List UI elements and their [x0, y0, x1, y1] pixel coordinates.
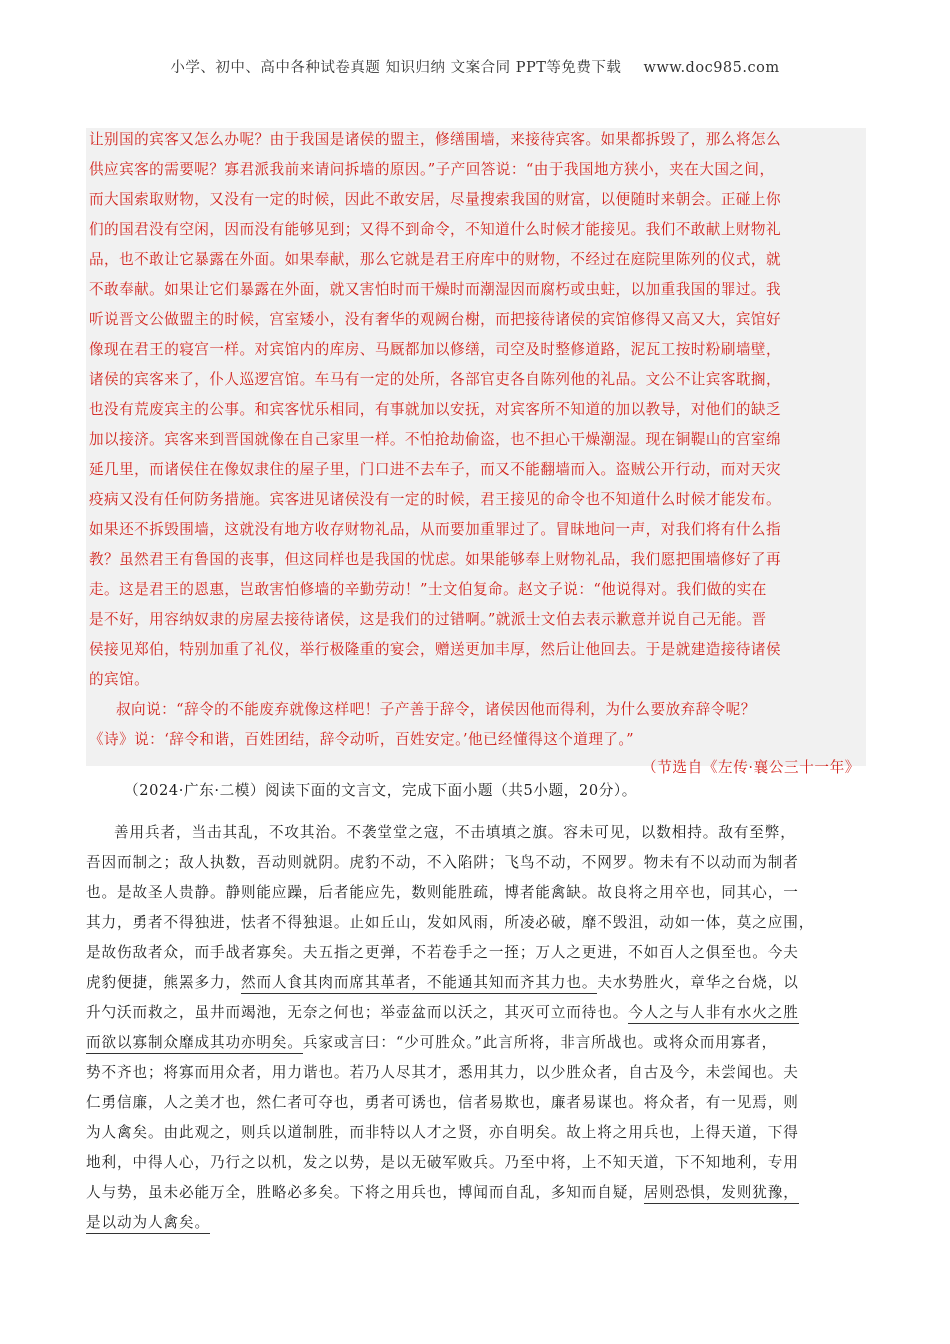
passage-segment: 夫水势胜火，章华之台烧，以 [597, 974, 799, 991]
underlined-sentence: 是以动为人禽矣。 [86, 1214, 210, 1234]
passage-line [86, 1003, 799, 1023]
passage-line [86, 1213, 210, 1233]
translation-line: 是不好，用容纳奴隶的房屋去接待诸侯，这是我们的过错啊。”就派士文伯去表示歉意并说自己无能。晋 [89, 611, 767, 628]
passage-line: 善用兵者，当击其乱，不攻其治。不袭堂堂之寇，不击填填之旗。容未可见，以数相持。敌有至弊， [114, 824, 796, 841]
passage-line [86, 973, 799, 993]
translation-line: 走。这是君王的恩惠，岂敢害怕修墙的辛勤劳动！”士文伯复命。赵文子说：“他说得对。我们做的实在 [89, 581, 767, 598]
translation-line: 不敢奉献。如果让它们暴露在外面，就又害怕时而干燥时而潮湿因而腐朽或虫蛀，以加重我国的罪过。我 [89, 281, 782, 298]
passage-segment: 升勺沃而救之，虽井而竭池，无奈之何也；举壶盆而以沃之，其灭可立而待也。 [86, 1004, 629, 1021]
translation-line: 们的国君没有空闲，因而没有能够见到；又得不到命令，不知道什么时候才能接见。我们不敢献上财物礼 [89, 221, 782, 238]
translation-line: 疫病又没有任何防务措施。宾客进见诸侯没有一定的时候，君王接见的命令也不知道什么时候才能发布。 [89, 491, 782, 508]
underlined-sentence: 今人之与人非有水火之胜 [628, 1004, 798, 1024]
translation-line: 而大国索取财物，又没有一定的时候，因此不敢安居，尽量搜索我国的财富，以便随时来朝会。正碰上你 [89, 191, 782, 208]
passage-line [86, 1183, 799, 1203]
question-intro: （2024·广东·二模）阅读下面的文言文，完成下面小题（共5小题，20分）。 [124, 782, 637, 799]
passage-line [86, 1033, 777, 1053]
passage-line: 是故伤敌者众，而手战者寡矣。夫五指之更弹，不若卷手之一挃；万人之更进，不如百人之俱至也。今夫 [86, 944, 799, 961]
translation-box [86, 128, 866, 776]
translation-line: 诸侯的宾客来了，仆人巡逻宫馆。车马有一定的处所，各部官吏各自陈列他的礼品。文公不让宾客耽搁， [89, 371, 782, 388]
translation-source: （节选自《左传·襄公三十一年》 [642, 759, 860, 776]
translation-line: 《诗》说：‘辞令和谐，百姓团结，辞令动听，百姓安定。’他已经懂得这个道理了。” [89, 731, 635, 748]
passage-line: 也。是故圣人贵静。静则能应躁，后者能应先，数则能胜疏，博者能禽缺。故良将之用卒也，同其心，一 [86, 884, 799, 901]
translation-line: 延几里，而诸侯住在像奴隶住的屋子里，门口进不去车子，而又不能翻墙而入。盗贼公开行动，而对天灾 [89, 461, 782, 478]
passage-segment: 人与势，虽未必能万全，胜略必多矣。下将之用兵也，博闻而自乱，多知而自疑， [86, 1184, 644, 1201]
translation-line: 加以接济。宾客来到晋国就像在自己家里一样。不怕抢劫偷盗，也不担心干燥潮湿。现在铜鞮山的宫室绵 [89, 431, 782, 448]
passage-line: 其力，勇者不得独进，怯者不得独退。止如丘山，发如风雨，所凌必破，靡不毁沮，动如一体，莫之应围， [86, 914, 815, 931]
translation-line: 教？虽然君王有鲁国的丧事，但这同样也是我国的忧虑。如果能够奉上财物礼品，我们愿把围墙修好了再 [89, 551, 782, 568]
header-site-link[interactable]: www.doc985.com [643, 60, 780, 76]
translation-line: 的宾馆。 [89, 671, 150, 688]
underlined-sentence: 居则恐惧，发则犹豫， [644, 1184, 799, 1204]
underlined-sentence: 而欲以寡制众靡成其功亦明矣。 [86, 1034, 303, 1054]
translation-line: 叔向说：“辞令的不能废弃就像这样吧！子产善于辞令，诸侯因他而得利，为什么要放弃辞令呢？ [116, 701, 756, 718]
translation-line: 供应宾客的需要呢？寡君派我前来请问拆墙的原因。”子产回答说：“由于我国地方狭小，夹在大国之间， [89, 161, 775, 178]
passage-line: 地利，中得人心，乃行之以机，发之以势，是以无破军败兵。乃至中将，上不知天道，下不知地利，专用 [86, 1154, 799, 1171]
passage-segment: 虎豹便捷，熊罴多力， [86, 974, 241, 991]
page-header [0, 56, 950, 77]
passage-segment: 兵家或言曰：“少可胜众。”此言所将，非言所战也。或将众而用寡者， [302, 1034, 778, 1051]
passage-line: 势不齐也；将寡而用众者，用力谐也。若乃人尽其才，悉用其力，以少胜众者，自古及今，未尝闻也。夫 [86, 1064, 799, 1081]
translation-line: 听说晋文公做盟主的时候，宫室矮小，没有奢华的观阙台榭，而把接待诸侯的宾馆修得又高又大，宾馆好 [89, 311, 782, 328]
passage-line: 吾因而制之；敌人执数，吾动则就阴。虎豹不动，不入陷阱；飞鸟不动，不网罗。物未有不以动而为制者 [86, 854, 799, 871]
passage-line: 为人禽矣。由此观之，则兵以道制胜，而非特以人才之贤，亦自明矣。故上将之用兵也，上得天道，下得 [86, 1124, 799, 1141]
underlined-sentence: 然而人食其肉而席其革者，不能通其知而齐其力也。 [241, 974, 597, 994]
header-text: 小学、初中、高中各种试卷真题 知识归纳 文案合同 PPT等免费下载 [170, 60, 622, 76]
translation-line: 让别国的宾客又怎么办呢？由于我国是诸侯的盟主，修缮围墙，来接待宾客。如果都拆毁了，那么将怎么 [89, 131, 782, 148]
passage-line: 仁勇信廉，人之美才也，然仁者可夺也，勇者可诱也，信者易欺也，廉者易谋也。将众者，有一见焉，则 [86, 1094, 799, 1111]
translation-line: 如果还不拆毁围墙，这就没有地方收存财物礼品，从而要加重罪过了。冒昧地问一声，对我们将有什么指 [89, 521, 782, 538]
translation-line: 也没有荒废宾主的公事。和宾客忧乐相同，有事就加以安抚，对宾客所不知道的加以教导，对他们的缺乏 [89, 401, 782, 418]
translation-line: 品，也不敢让它暴露在外面。如果奉献，那么它就是君王府库中的财物，不经过在庭院里陈列的仪式，就 [89, 251, 782, 268]
translation-line: 像现在君王的寝宫一样。对宾馆内的库房、马厩都加以修缮，司空及时整修道路，泥瓦工按时粉刷墙壁， [89, 341, 782, 358]
translation-line: 侯接见郑伯，特别加重了礼仪，举行极隆重的宴会，赠送更加丰厚，然后让他回去。于是就建造接待诸侯 [89, 641, 782, 658]
